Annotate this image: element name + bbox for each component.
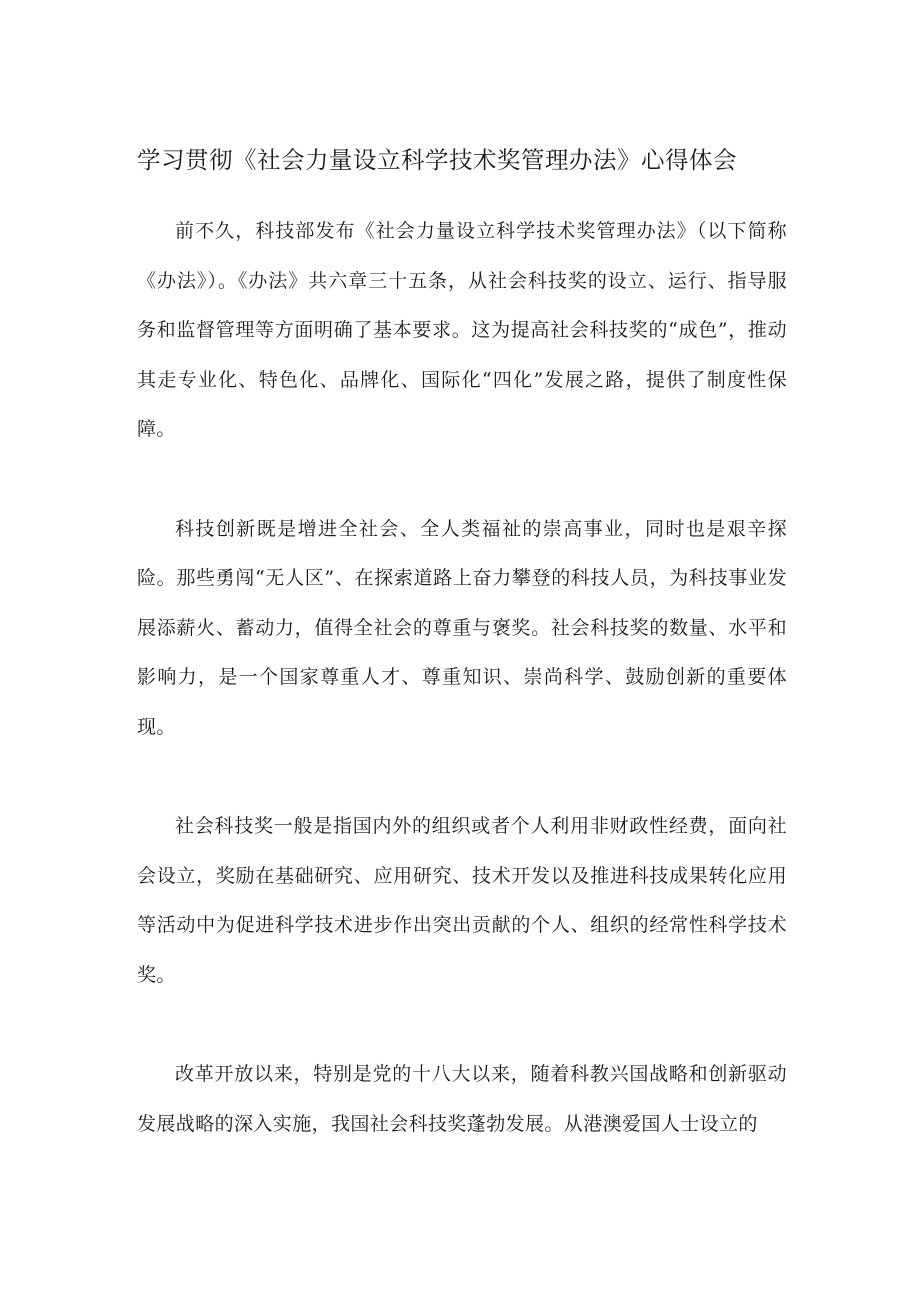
paragraph-4: 改革开放以来，特别是党的十八大以来，随着科教兴国战略和创新驱动发展战略的深入实施，我国社会科技奖蓬勃发展。从港澳爱国人士设立的 xyxy=(137,1063,787,1135)
document-body xyxy=(137,207,787,1199)
document-title: 学习贯彻《社会力量设立科学技术奖管理办法》心得体会 xyxy=(137,146,737,174)
paragraph-2: 科技创新既是增进全社会、全人类福祉的崇高事业，同时也是艰辛探险。那些勇闯“无人区”、在探索道路上奋力攀登的科技人员，为科技事业发展添薪火、蓄动力，值得全社会的尊重与褒奖。社会科技奖的数量、水平和影响力，是一个国家尊重人才、尊重知识、崇尚科学、鼓励创新的重要体现。 xyxy=(137,517,787,738)
paragraph-3: 社会科技奖一般是指国内外的组织或者个人利用非财政性经费，面向社会设立，奖励在基础研究、应用研究、技术开发以及推进科技成果转化应用等活动中为促进科学技术进步作出突出贡献的个人、组织的经常性科学技术奖。 xyxy=(137,815,787,986)
paragraph-1: 前不久，科技部发布《社会力量设立科学技术奖管理办法》（以下简称《办法》）。《办法》共六章三十五条，从社会科技奖的设立、运行、指导服务和监督管理等方面明确了基本要求。这为提高社会科技奖的“成色”，推动其走专业化、特色化、品牌化、国际化“四化”发展之路，提供了制度性保障。 xyxy=(137,220,787,440)
